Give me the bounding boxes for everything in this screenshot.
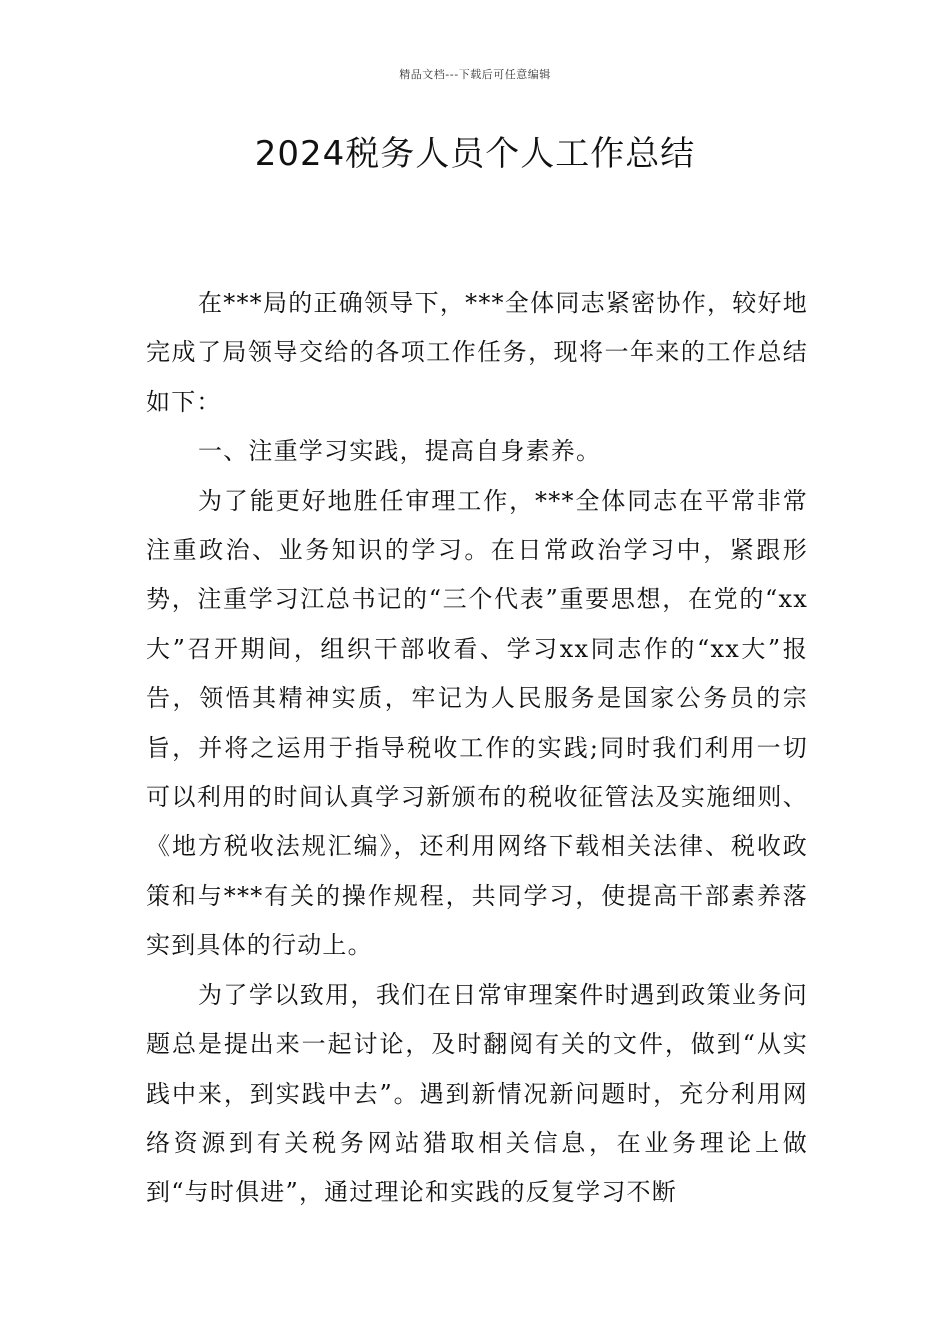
paragraph-practice: 为了学以致用，我们在日常审理案件时遇到政策业务问题总是提出来一起讨论，及时翻阅有关的文件，做到“从实践中来，到实践中去”。遇到新情况新问题时，充分利用网络资源到有关税务网站猎取相关信息，在业务理论上做到“与时俱进”，通过理论和实践的反复学习不断	[146, 980, 808, 1207]
document-body	[146, 279, 808, 1218]
paragraph-study: 为了能更好地胜任审理工作，***全体同志在平常非常注重政治、业务知识的学习。在日常政治学习中，紧跟形势，注重学习江总书记的“三个代表”重要思想，在党的“xx大”召开期间，组织干部收看、学习xx同志作的“xx大”报告，领悟其精神实质，牢记为人民服务是国家公务员的宗旨，并将之运用于指导税收工作的实践;同时我们利用一切可以利用的时间认真学习新颁布的税收征管法及实施细则、《地方税收法规汇编》，还利用网络下载相关法律、税收政策和与***有关的操作规程，共同学习，使提高干部素养落实到具体的行动上。	[146, 486, 808, 960]
section-heading-1: 一、注重学习实践，提高自身素养。	[198, 437, 602, 466]
paragraph-intro: 在***局的正确领导下，***全体同志紧密协作，较好地完成了局领导交给的各项工作任务，现将一年来的工作总结如下：	[146, 289, 808, 416]
page-title: 2024税务人员个人工作总结	[254, 134, 696, 174]
header-note: 精品文档---下载后可任意编辑	[399, 68, 551, 81]
